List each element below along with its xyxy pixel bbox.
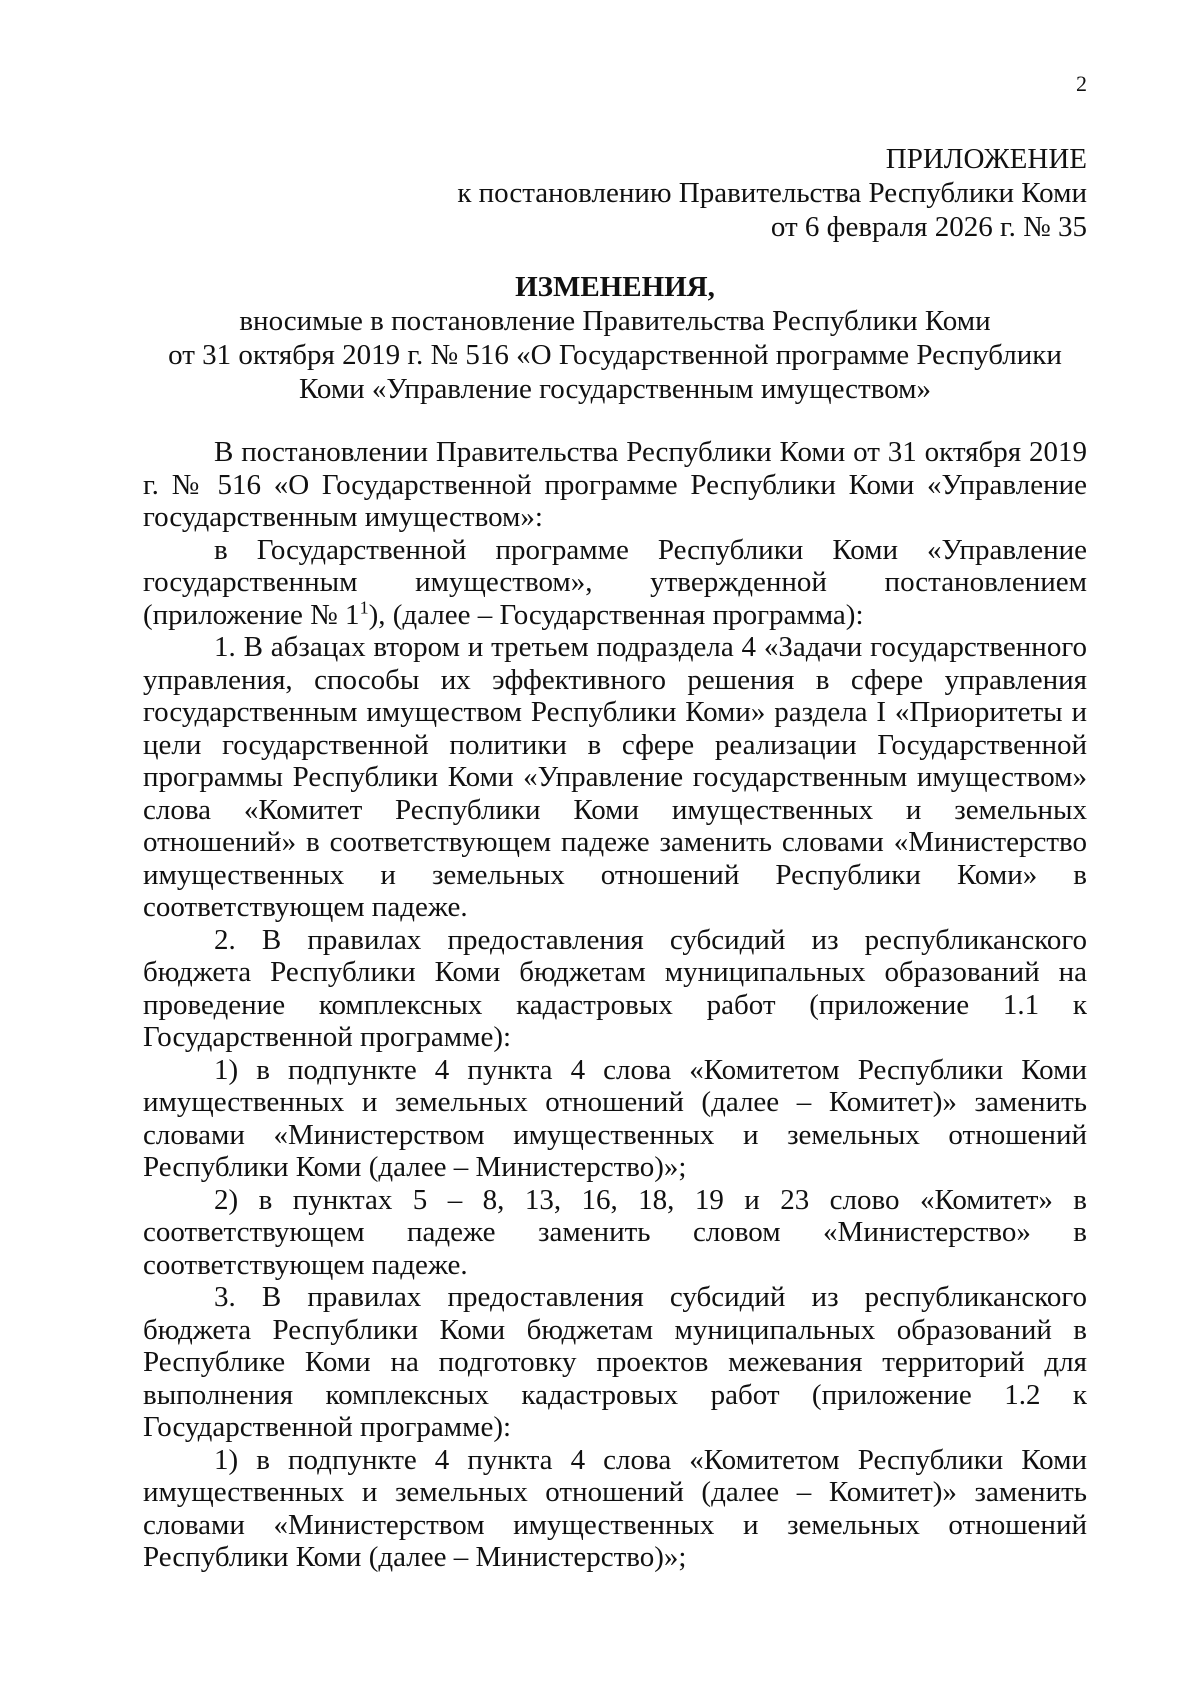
paragraph-program-tail: ), (далее – Государственная программа): <box>368 598 864 631</box>
paragraph-subitem-2-1: 1) в подпункте 4 пункта 4 слова «Комитетом Республики Коми имущественных и земельных отношений (далее – Комитет)» заменить словами «Министерством имущественных и земельных отношений Республики Коми (далее – Министерство)»; <box>143 1053 1087 1183</box>
appendix-label: ПРИЛОЖЕНИЕ <box>885 143 1087 175</box>
title-heading: ИЗМЕНЕНИЯ, <box>515 271 715 303</box>
paragraph-subitem-2-2: 2) в пунктах 5 – 8, 13, 16, 18, 19 и 23 слово «Комитет» в соответствующем падеже заменить словом «Министерство» в соответствующем падеже. <box>143 1183 1087 1281</box>
appendix-header <box>457 142 1087 244</box>
appendix-date: от 6 февраля 2026 г. № 35 <box>770 211 1087 243</box>
paragraph-item-1: 1. В абзацах втором и третьем подраздела 4 «Задачи государственного управления, способы их эффективного решения в сфере управления государственным имуществом Республики Коми» раздела I «Приоритеты и цели государственной политики в сфере реализации Государственной программы Республики Коми «Управление государственным имуществом» слова «Комитет Республики Коми имущественных и земельных отношений» в соответствующем падеже заменить словами «Министерство имущественных и земельных отношений Республики Коми» в соответствующем падеже. <box>143 631 1087 923</box>
document-body <box>143 436 1087 1574</box>
paragraph-program <box>143 534 1087 632</box>
document-title <box>143 270 1087 406</box>
paragraph-item-3: 3. В правилах предоставления субсидий из республиканского бюджета Республики Коми бюджетам муниципальных образований в Республике Коми на подготовку проектов межевания территорий для выполнения комплексных кадастровых работ (приложение 1.2 к Государственной программе): <box>143 1281 1087 1443</box>
title-line-2: от 31 октября 2019 г. № 516 «О Государственной программе Республики <box>168 339 1062 371</box>
appendix-reference: к постановлению Правительства Республики Коми <box>457 177 1087 209</box>
title-line-3: Коми «Управление государственным имуществом» <box>298 373 932 405</box>
footnote-superscript: 1 <box>359 596 369 617</box>
title-line-1: вносимые в постановление Правительства Республики Коми <box>239 305 991 337</box>
paragraph-program-text: в Государственной программе Республики Коми «Управление государственным имуществом», утвержденной постановлением (приложение № 1 <box>143 533 1087 631</box>
paragraph-subitem-3-1: 1) в подпункте 4 пункта 4 слова «Комитетом Республики Коми имущественных и земельных отношений (далее – Комитет)» заменить словами «Министерством имущественных и земельных отношений Республики Коми (далее – Министерство)»; <box>143 1443 1087 1573</box>
paragraph-intro: В постановлении Правительства Республики Коми от 31 октября 2019 г. № 516 «О Государственной программе Республики Коми «Управление государственным имуществом»: <box>143 436 1087 533</box>
paragraph-item-2: 2. В правилах предоставления субсидий из республиканского бюджета Республики Коми бюджетам муниципальных образований на проведение комплексных кадастровых работ (приложение 1.1 к Государственной программе): <box>143 923 1087 1053</box>
page-number: 2 <box>1076 71 1087 96</box>
